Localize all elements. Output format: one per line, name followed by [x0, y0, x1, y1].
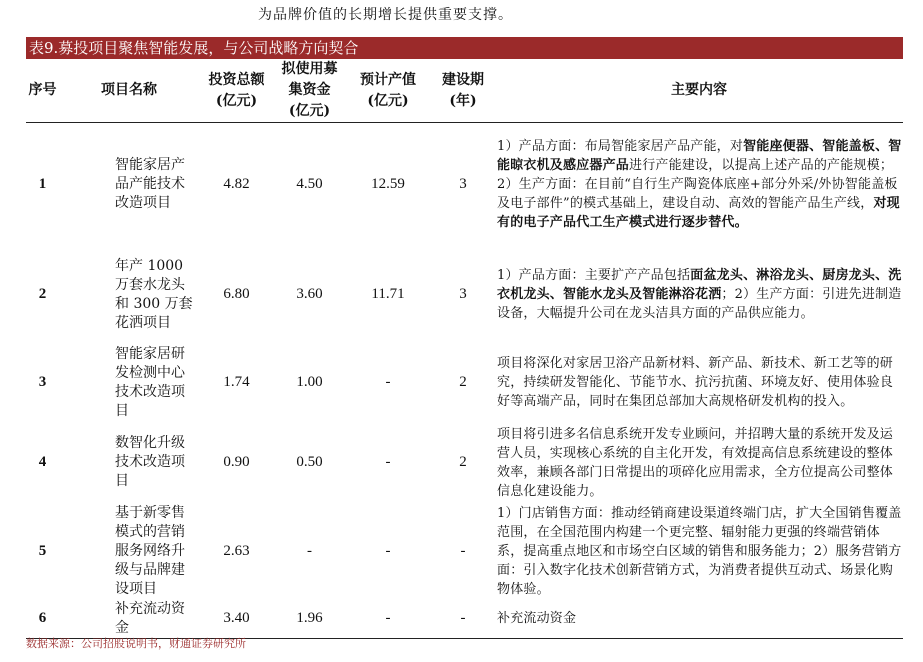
expected-output: 12.59: [371, 176, 405, 193]
main-content: [495, 600, 903, 639]
expected-output: 11.71: [371, 286, 405, 302]
project-name: 智能家居研发检测中心技术改造项目: [115, 345, 185, 419]
investment-total: 4.82: [223, 176, 250, 193]
construction-period: 2: [459, 374, 467, 390]
intro-text: 为品牌价值的长期增长提供重要支撑。: [258, 7, 513, 23]
raised-funds: 4.50: [296, 176, 323, 193]
table-title: 表9.募投项目聚焦智能发展，与公司战略方向契合: [26, 37, 903, 59]
investment-total: 1.74: [223, 374, 250, 390]
content-text: 1）产品方面：主要扩产产品包括: [497, 268, 691, 283]
construction-period: 2: [459, 454, 467, 470]
main-content: [495, 247, 903, 343]
table-row: [26, 247, 903, 343]
raised-funds: -: [307, 542, 312, 559]
construction-period: 3: [459, 176, 467, 193]
project-name: 基于新零售模式的营销服务网络升级与品牌建设项目: [115, 504, 185, 597]
row-index: 6: [26, 600, 59, 639]
table-row: [26, 123, 903, 247]
row-index: 4: [38, 454, 47, 470]
header-invest: 投资总额 (亿元): [199, 59, 274, 123]
investment-total: 0.90: [223, 454, 250, 470]
source-note: 数据来源：公司招股说明书，财通证券研究所: [26, 637, 246, 650]
construction-period: -: [460, 542, 466, 559]
expected-output: -: [385, 374, 391, 390]
raised-funds: 1.96: [274, 600, 345, 639]
header-value: 预计产值 (亿元): [345, 59, 431, 123]
expected-output: -: [385, 542, 391, 559]
content-highlight: 智能座便器、智能盖板、智能晾衣机及感应器产品: [497, 139, 902, 174]
content-text: 项目将引进多名信息系统开发专业顾问，并招聘大量的系统开发及运营人员，实现核心系统的自主化开发，有效提高信息系统建设的整体效率，兼顾各部门日常提出的项碎化应用需求，全方位提高公司整体信息化建设能力。: [497, 426, 894, 499]
content-text: 进行产能建设，以提高上述产品的产能规模；2）生产方面：在目前“自行生产陶瓷体底座+部分外采/外协智能盖板及电子部件”的模式基础上，建设自动、高效的智能产品生产线，: [497, 158, 898, 212]
investment-total: 3.40: [199, 600, 274, 639]
header-raise: 拟使用募 集资金 (亿元): [274, 59, 345, 123]
table-row: [26, 600, 903, 639]
project-name: 补充流动资金: [59, 600, 199, 639]
project-name: 年产 1000 万套水龙头和 300 万套花洒项目: [115, 257, 193, 331]
header-period: 建设期 (年): [431, 59, 495, 123]
investment-total: 6.80: [223, 286, 250, 302]
table-row: [26, 423, 903, 503]
header-name: 项目名称: [59, 59, 199, 123]
main-content: [495, 123, 903, 247]
main-content: [495, 503, 903, 600]
content-text: 补充流动资金: [497, 611, 577, 626]
project-name: 数智化升级技术改造项目: [115, 435, 185, 489]
project-name: 智能家居产品产能技术改造项目: [115, 157, 185, 212]
row-index: 2: [38, 286, 47, 302]
main-content: [495, 423, 903, 503]
header-content: 主要内容: [495, 59, 903, 123]
expected-output: -: [385, 454, 391, 470]
header-idx: 序号: [26, 59, 59, 123]
raised-funds: 0.50: [296, 454, 323, 470]
construction-period: -: [431, 600, 495, 639]
content-highlight: 面盆龙头、淋浴龙头、厨房龙头、洗衣机龙头、智能水龙头及智能淋浴花洒: [497, 268, 902, 302]
main-content: [495, 343, 903, 423]
raised-funds: 3.60: [296, 286, 323, 302]
content-text: ；2）生产方面：引进先进制造设备，大幅提升公司在龙头洁具方面的产品供应能力。: [497, 287, 902, 321]
row-index: 1: [38, 176, 47, 193]
header-row: [26, 59, 903, 123]
table-row: [26, 503, 903, 600]
row-index: 3: [38, 374, 47, 390]
expected-output: -: [345, 600, 431, 639]
content-text: 1）产品方面：布局智能家居产品产能，对: [497, 139, 744, 155]
raised-funds: 1.00: [296, 374, 323, 390]
investment-total: 2.63: [223, 542, 250, 559]
table-row: [26, 343, 903, 423]
content-highlight: 对现有的电子产品代工生产模式进行逐步替代。: [497, 196, 900, 231]
row-index: 5: [38, 542, 47, 559]
fundraising-projects-table: [26, 59, 903, 639]
content-text: 项目将深化对家居卫浴产品新材料、新产品、新技术、新工艺等的研究，持续研发智能化、节能节水、抗污抗菌、环境友好、使用体验良好等高端产品，同时在集团总部加大高规格研发机构的投入。: [497, 356, 894, 409]
construction-period: 3: [459, 286, 467, 302]
content-text: 1）门店销售方面：推动经销商建设渠道终端门店，扩大全国销售覆盖范围，在全国范围内构建一个更完整、辐射能力更强的终端营销体系，提高重点地区和市场空白区域的销售和服务能力；2）服务营销方面：引入数字化技术创新营销方式，为消费者提供互动式、场景化购物体验。: [497, 505, 902, 597]
